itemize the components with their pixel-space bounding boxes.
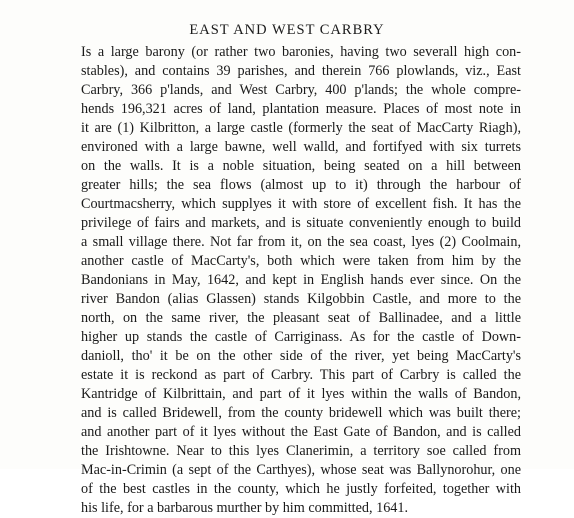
text-line: on the walls. It is a noble situation, being seated on a hill between [81, 158, 521, 174]
text-line: north, on the same river, the pleasant seat of Ballinadee, and a little [81, 310, 521, 326]
text-line: privilege of fairs and markets, and is situate conveniently enough to build [81, 215, 521, 231]
text-line: and another part of it lyes without the East Gate of Bandon, and is called [81, 424, 521, 440]
text-line: the Irishtowne. Near to this lyes Clanerimin, a territory soe called from [81, 443, 521, 459]
text-line: higher up stands the castle of Carriginass. As for the castle of Down- [81, 329, 521, 345]
text-line: environed with a large bawne, well walld, and fortifyed with six turrets [81, 139, 521, 155]
text-line: and is called Bridewell, from the county bridewell which was built there; [81, 405, 521, 421]
text-line: a small village there. Not far from it, on the sea coast, lyes (2) Coolmain, [81, 234, 521, 250]
text-line: river Bandon (alias Glassen) stands Kilgobbin Castle, and more to the [81, 291, 521, 307]
text-line: his life, for a barbarous murther by him committed, 1641. [81, 500, 409, 516]
text-line: it are (1) Kilbritton, a large castle (formerly the seat of MacCarty Riagh), [81, 120, 521, 136]
text-line: Kantridge of Kilbrittain, and part of it lyes within the walls of Bandon, [81, 386, 521, 402]
text-line: Carbry, 366 p'lands, and West Carbry, 400 p'lands; the whole compre- [81, 82, 521, 98]
text-line: greater hills; the sea flows (almost up to it) through the harbour of [81, 177, 521, 193]
body-text [81, 43, 521, 518]
page-title: EAST AND WEST CARBRY [189, 22, 385, 38]
text-line: Mac-in-Crimin (a sept of the Carthyes), whose seat was Ballynorohur, one [81, 462, 521, 478]
text-line: Bandonians in May, 1642, and kept in English hands ever since. On the [81, 272, 521, 288]
text-line: of the best castles in the county, which he justly forfeited, together with [81, 481, 521, 497]
text-line: danioll, tho' it be on the other side of the river, yet being MacCarty's [81, 348, 521, 364]
text-line: Is a large barony (or rather two baronies, having two severall high con- [81, 44, 521, 60]
text-line: another castle of MacCarty's, both which were taken from him by the [81, 253, 521, 269]
text-line: stables), and contains 39 parishes, and therein 766 plowlands, viz., East [81, 63, 521, 79]
text-line: hends 196,321 acres of land, plantation measure. Places of most note in [81, 101, 521, 117]
text-line: estate it is reckond as part of Carbry. This part of Carbry is called the [81, 367, 521, 383]
text-line: Courtmacsherry, which supplyes it with store of excellent fish. It has the [81, 196, 521, 212]
